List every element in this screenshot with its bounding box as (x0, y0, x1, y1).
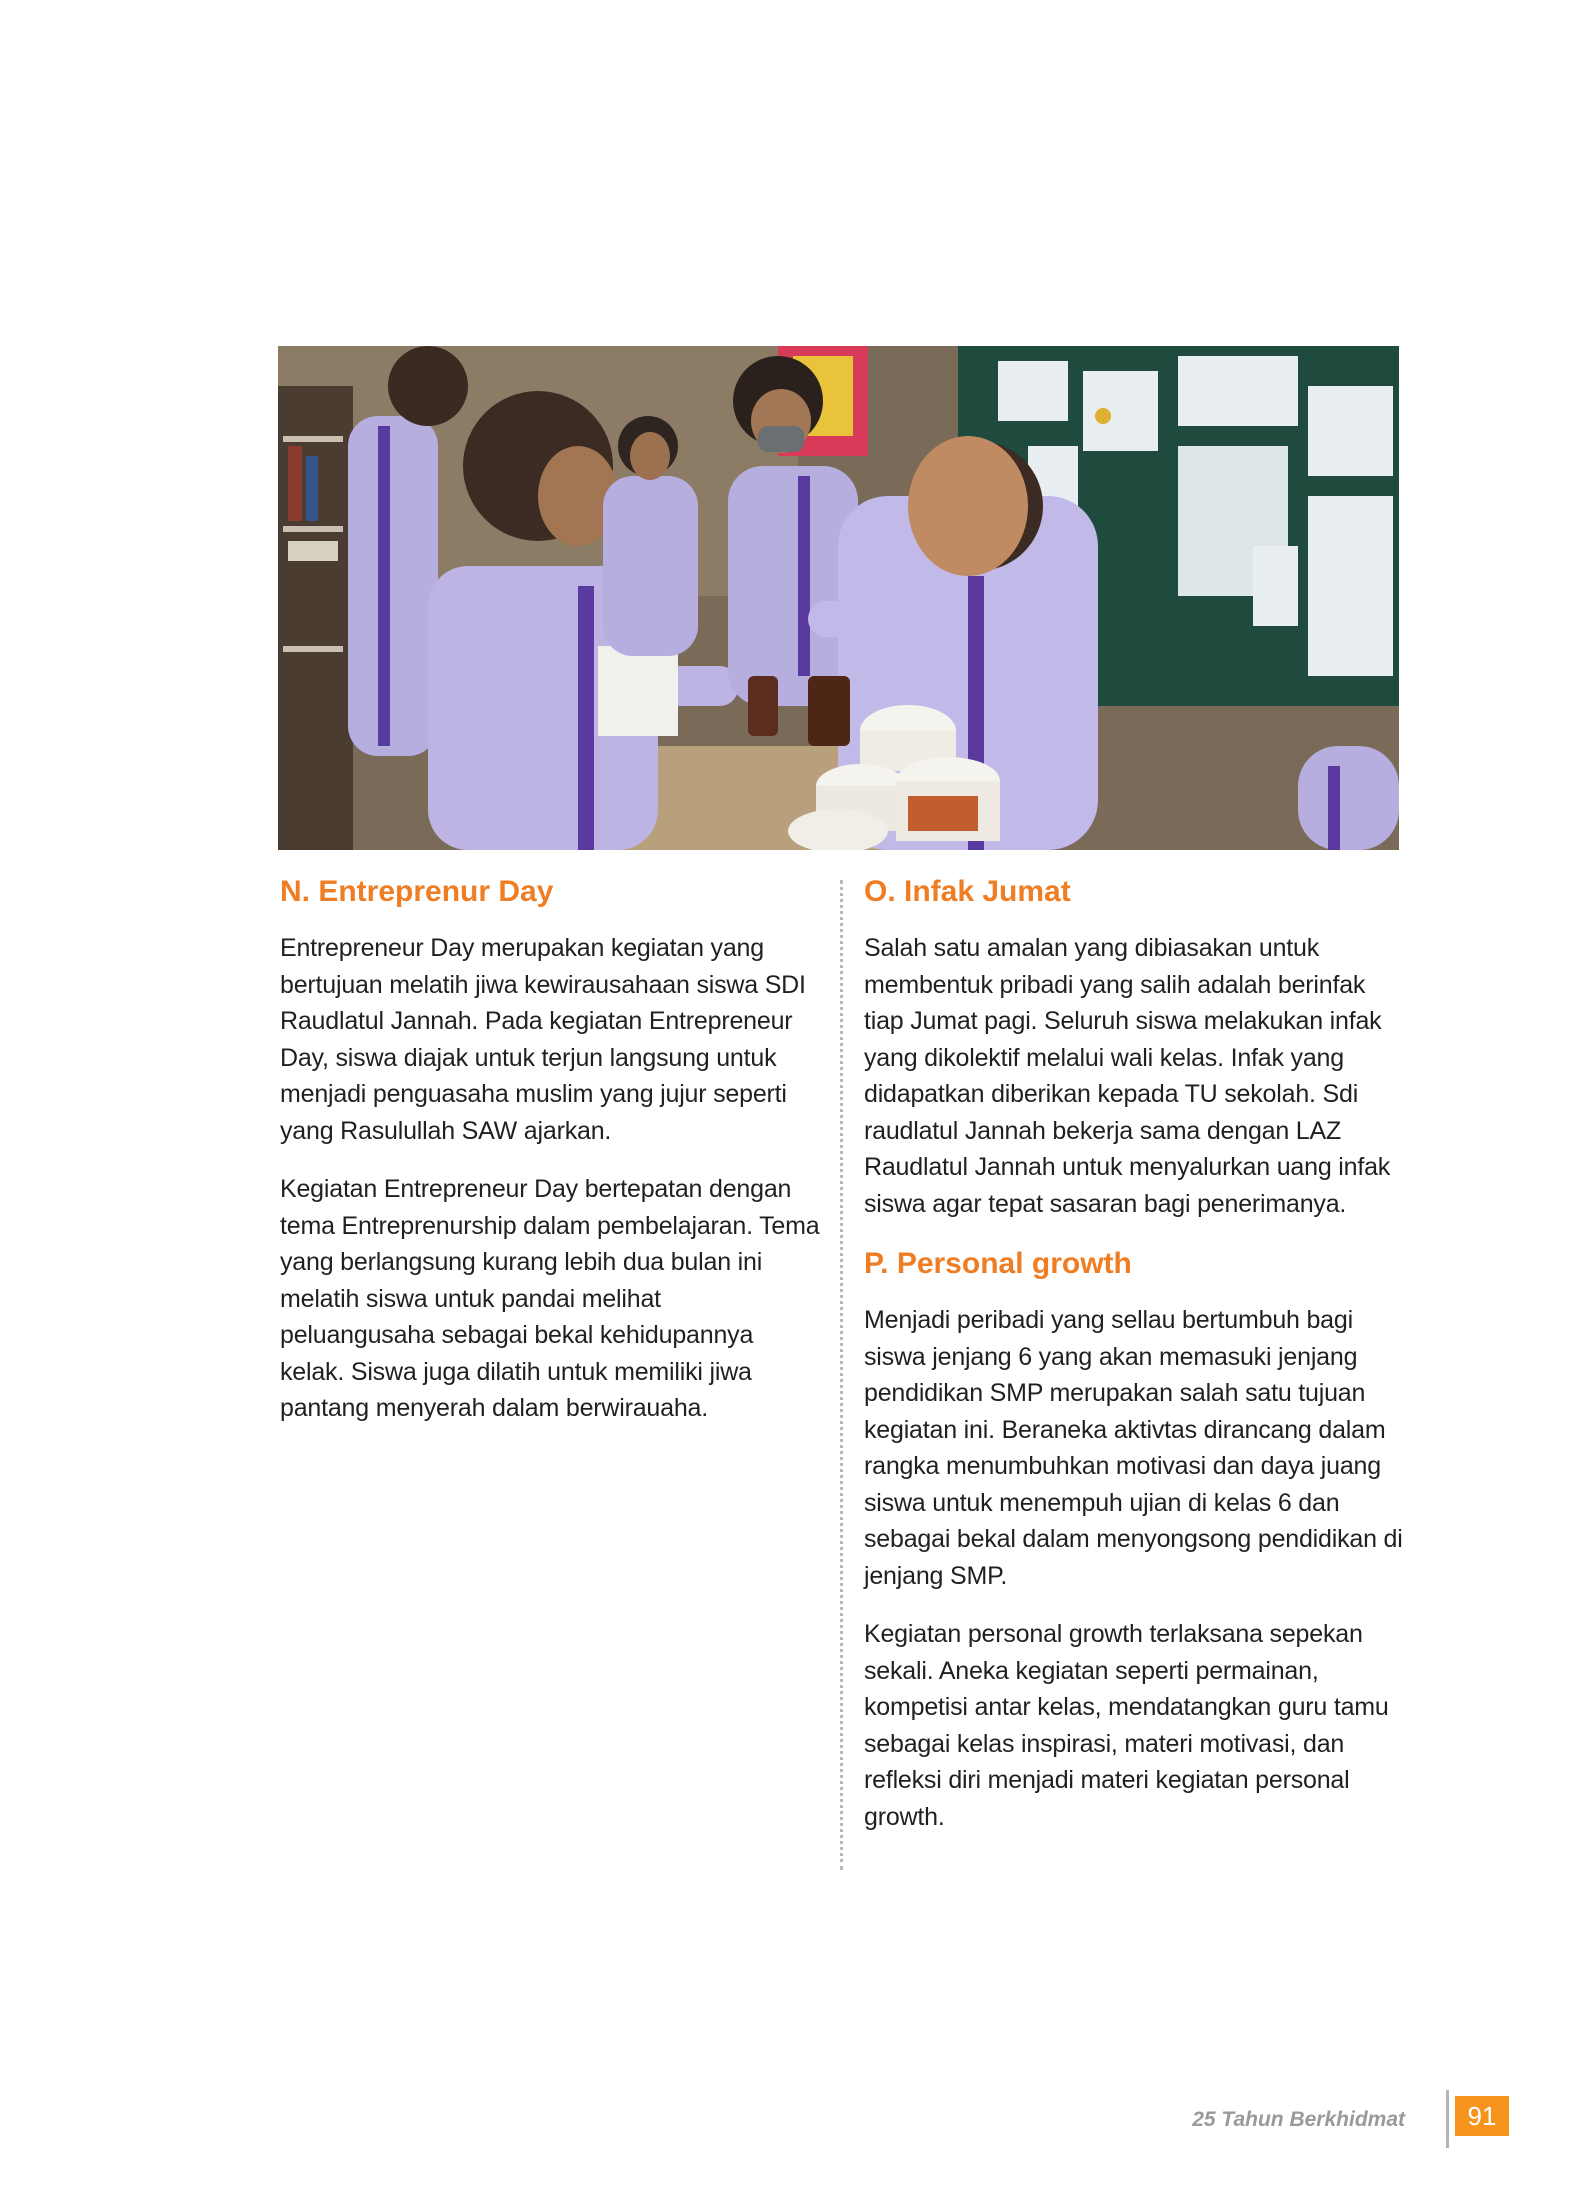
section-o-paragraph: Salah satu amalan yang dibiasakan untuk membentuk pribadi yang salih adalah berinfak tiap Jumat pagi. Seluruh siswa melakukan infak yang dikolektif melalui wali kelas. Infak yang didapatkan diberikan kepada TU sekolah. Sdi raudlatul Jannah bekerja sama dengan LAZ Raudlatul Jannah untuk menyalurkan uang infak siswa agar tepat sasaran bagi penerimanya. (864, 934, 1391, 1218)
left-column (280, 872, 820, 1449)
section-n-paragraph-2: Kegiatan Entrepreneur Day bertepatan dengan tema Entreprenurship dalam pembelajaran. Tema yang berlangsung kurang lebih dua bulan ini melatih siswa untuk pandai melihat peluangusaha sebagai bekal kehidupannya kelak. Siswa juga dilatih untuk memiliki jiwa pantang menyerah dalam berwirauaha. (280, 1175, 820, 1422)
footer-title: 25 Tahun Berkhidmat (1192, 2108, 1405, 2131)
section-p-heading: P. Personal growth (864, 1247, 1132, 1280)
section-n-heading: N. Entreprenur Day (280, 875, 554, 908)
page-number: 91 (1455, 2096, 1509, 2136)
section-o-heading: O. Infak Jumat (864, 875, 1071, 908)
column-divider (840, 880, 843, 1870)
right-column (864, 872, 1404, 1857)
classroom-photo (278, 346, 1399, 850)
section-p-paragraph-1: Menjadi peribadi yang sellau bertumbuh bagi siswa jenjang 6 yang akan memasuki jenjang pendidikan SMP merupakan salah satu tujuan kegiatan ini. Beraneka aktivtas dirancang dalam rangka menumbuhkan motivasi dan daya juang siswa untuk menempuh ujian di kelas 6 dan sebagai bekal dalam menyongsong pendidikan di jenjang SMP. (864, 1306, 1403, 1590)
section-n-paragraph-1: Entrepreneur Day merupakan kegiatan yang bertujuan melatih jiwa kewirausahaan siswa SDI Raudlatul Jannah. Pada kegiatan Entrepreneur Day, siswa diajak untuk terjun langsung untuk menjadi penguasaha muslim yang jujur seperti yang Rasulullah SAW ajarkan. (280, 934, 806, 1145)
section-p-paragraph-2: Kegiatan personal growth terlaksana sepekan sekali. Aneka kegiatan seperti permainan, kompetisi antar kelas, mendatangkan guru tamu sebagai kelas inspirasi, materi motivasi, dan refleksi diri menjadi materi kegiatan personal growth. (864, 1620, 1389, 1831)
footer-divider (1446, 2090, 1449, 2148)
